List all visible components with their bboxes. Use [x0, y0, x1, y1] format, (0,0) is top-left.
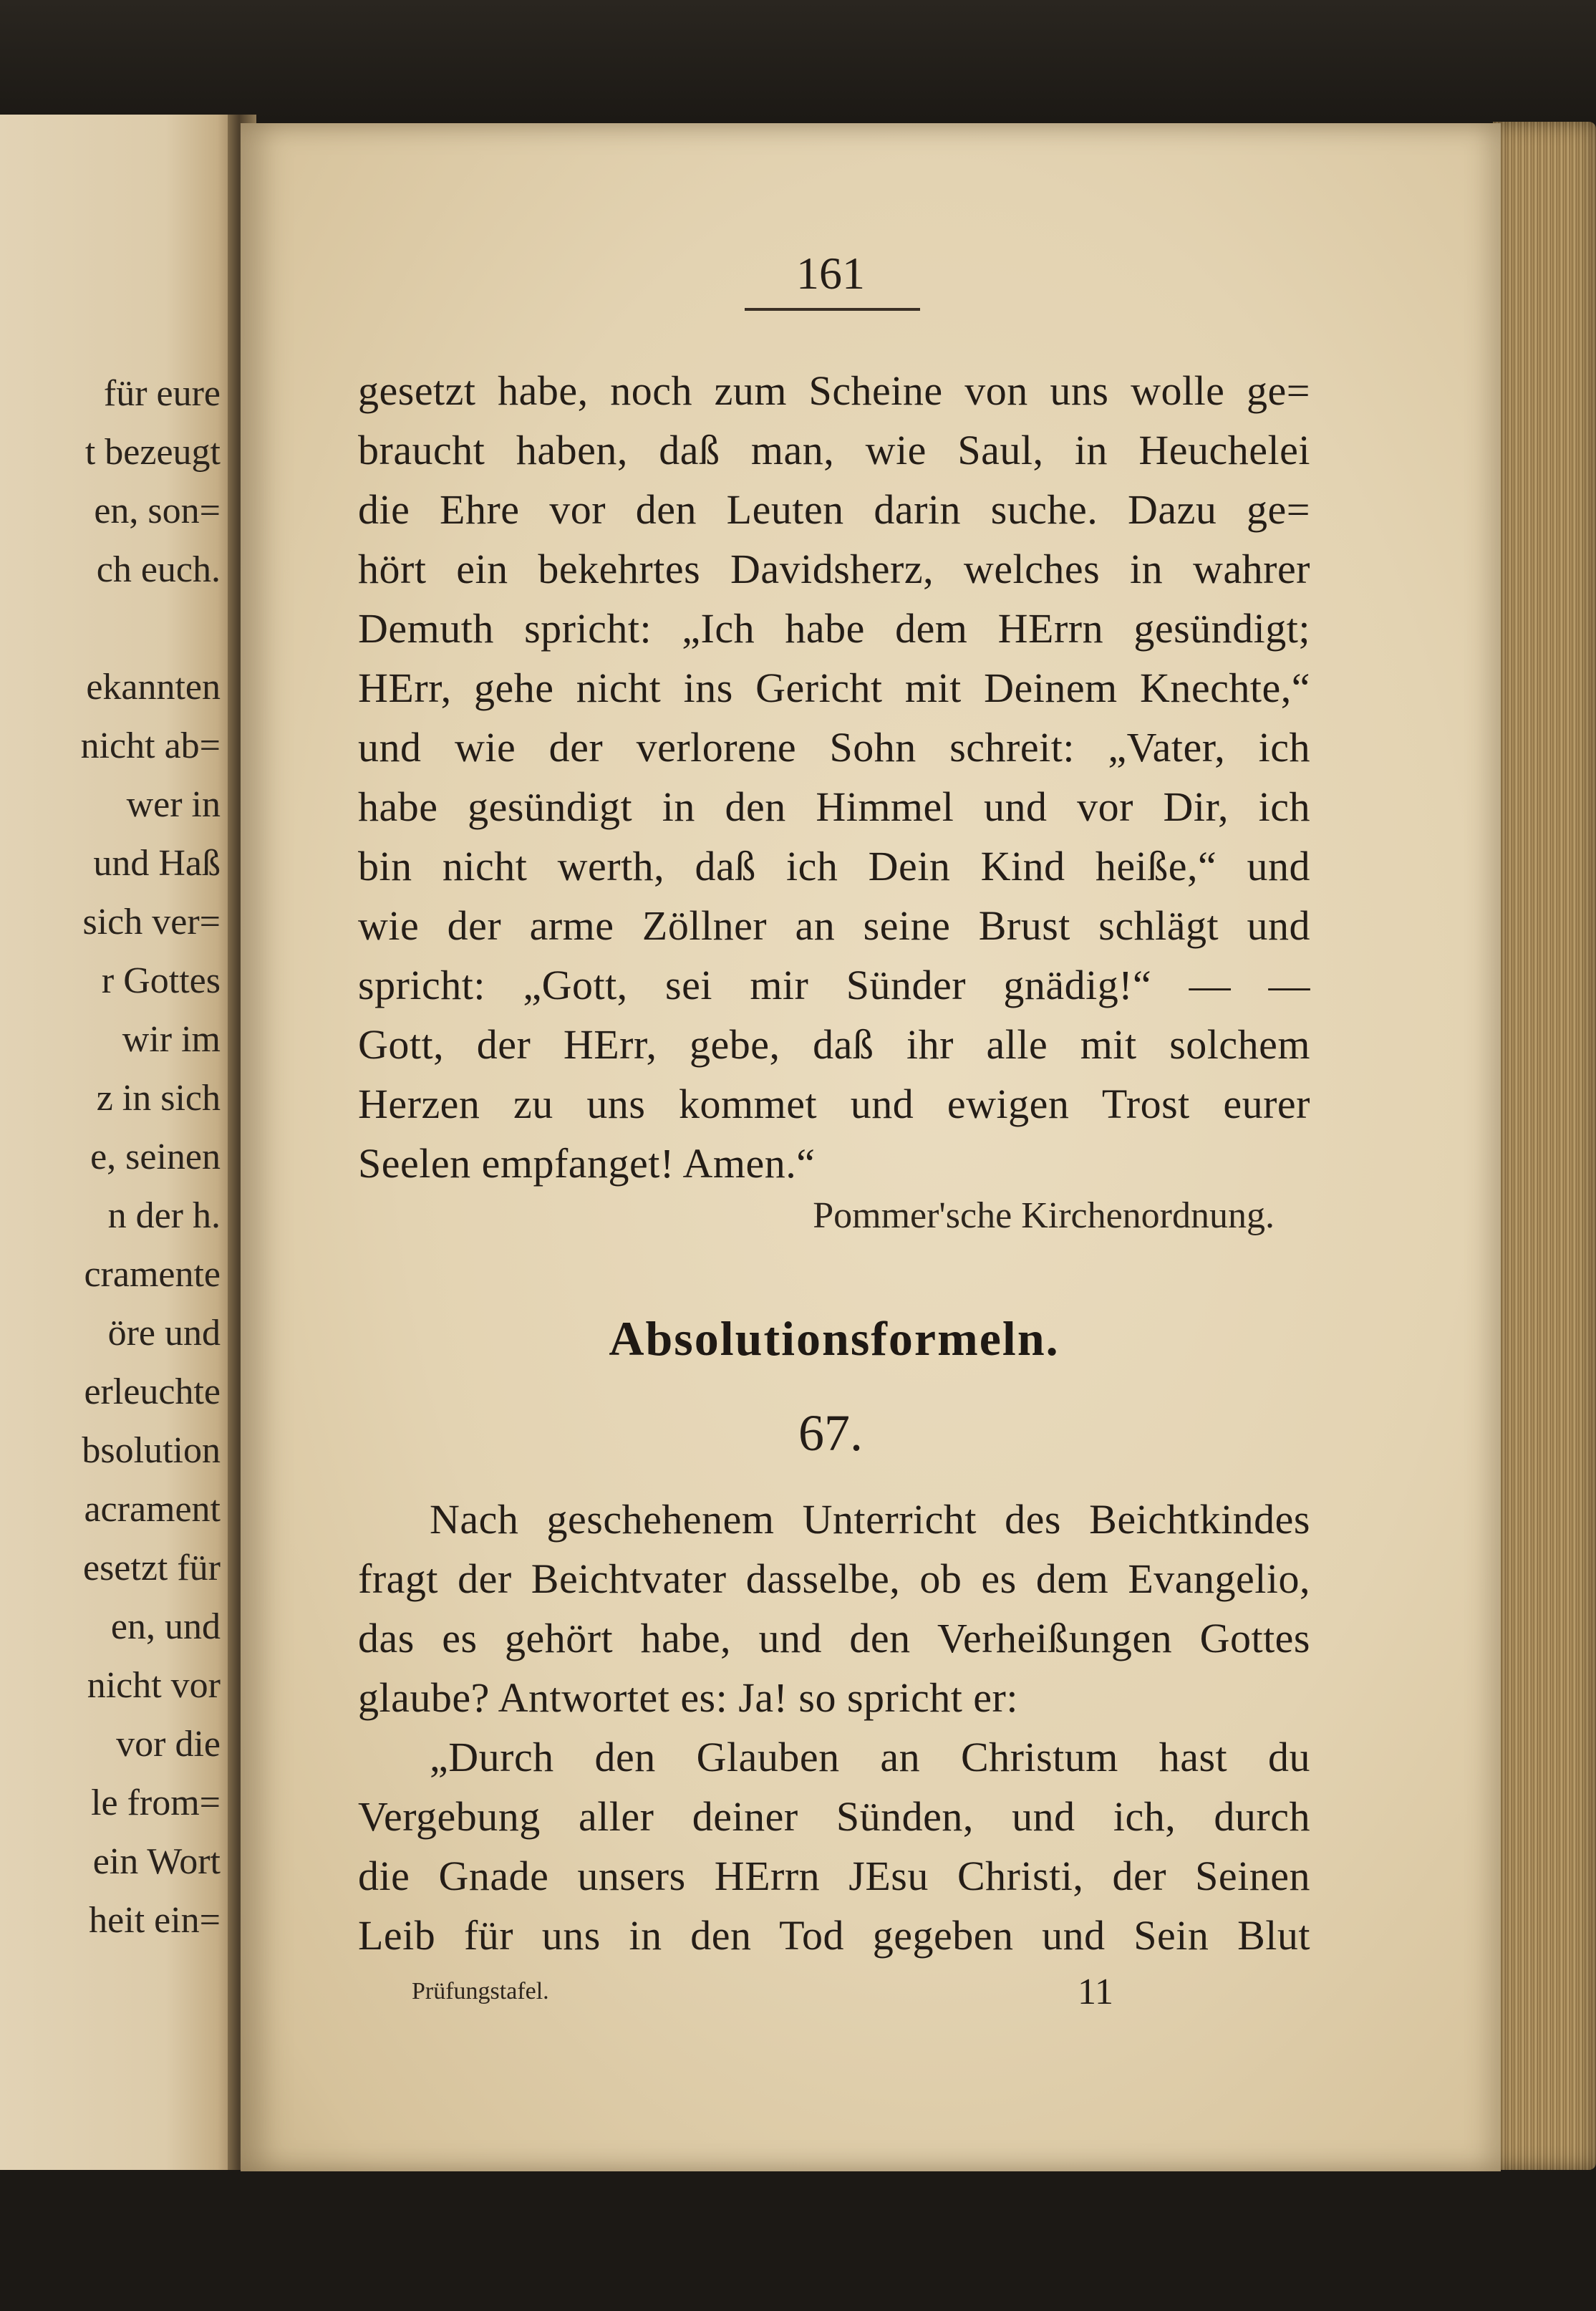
- left-line: öre und: [107, 1313, 221, 1354]
- text-line: das es gehört habe, und den Verheißungen Gottes: [358, 1615, 1310, 1661]
- left-page: [0, 115, 236, 2170]
- left-line: erleuchte: [84, 1371, 221, 1412]
- attribution: Pommer'sche Kirchenordnung.: [813, 1195, 1275, 1236]
- left-line: und Haß: [93, 843, 221, 884]
- left-line: wer in: [126, 784, 221, 825]
- text-line: gesetzt habe, noch zum Scheine von uns wolle ge=: [358, 367, 1310, 414]
- left-line: n der h.: [107, 1195, 221, 1236]
- text-line: und wie der verlorene Sohn schreit: „Vater, ich: [358, 724, 1310, 771]
- page-stack-edge: [1493, 122, 1596, 2170]
- left-line: en, und: [110, 1606, 221, 1647]
- footer-sheet-number: 11: [1077, 1972, 1114, 2012]
- left-line: z in sich: [96, 1078, 221, 1119]
- left-line: ein Wort: [92, 1841, 221, 1882]
- left-line: nicht vor: [87, 1665, 221, 1706]
- text-line: habe gesündigt in den Himmel und vor Dir, ich: [358, 783, 1310, 830]
- left-line: bsolution: [82, 1430, 221, 1471]
- page-number-rule: [745, 308, 920, 311]
- text-line: die Ehre vor den Leuten darin suche. Dazu ge=: [358, 486, 1310, 533]
- text-line: glaube? Antwortet es: Ja! so spricht er:: [358, 1674, 1018, 1721]
- section-heading: Absolutionsformeln.: [609, 1311, 1060, 1366]
- page-number: 161: [796, 248, 865, 299]
- text-line: Gott, der HErr, gebe, daß ihr alle mit solchem: [358, 1021, 1310, 1068]
- text-line: die Gnade unsers HErrn JEsu Christi, der Seinen: [358, 1853, 1310, 1899]
- text-line: hört ein bekehrtes Davidsherz, welches in wahrer: [358, 546, 1310, 592]
- text-line: Vergebung aller deiner Sünden, und ich, durch: [358, 1793, 1310, 1840]
- text-line: braucht haben, daß man, wie Saul, in Heuchelei: [358, 427, 1310, 473]
- text-line: Seelen empfanget! Amen.“: [358, 1140, 816, 1187]
- left-line: heit ein=: [89, 1900, 221, 1941]
- left-line: für eure: [103, 373, 221, 414]
- left-line: vor die: [116, 1724, 221, 1765]
- text-line: wie der arme Zöllner an seine Brust schlägt und: [358, 902, 1310, 949]
- entry-number: 67.: [798, 1404, 863, 1462]
- left-line: ekannten: [86, 667, 221, 708]
- text-line: fragt der Beichtvater dasselbe, ob es dem Evangelio,: [358, 1555, 1310, 1602]
- text-line: spricht: „Gott, sei mir Sünder gnädig!“ — —: [358, 962, 1310, 1008]
- text-line: bin nicht werth, daß ich Dein Kind heiße,“ und: [358, 843, 1310, 889]
- left-line: r Gottes: [101, 960, 221, 1001]
- left-line: t bezeugt: [84, 432, 221, 473]
- left-line: cramente: [84, 1254, 221, 1295]
- left-line: ch euch.: [96, 549, 221, 590]
- text-line: Demuth spricht: „Ich habe dem HErrn gesündigt;: [358, 605, 1310, 652]
- left-line: sich ver=: [82, 902, 221, 942]
- left-line: wir im: [122, 1019, 221, 1060]
- left-line: acrament: [84, 1489, 221, 1530]
- text-line: Nach geschehenem Unterricht des Beichtkindes: [430, 1496, 1310, 1543]
- left-line: en, son=: [94, 491, 221, 531]
- left-line: e, seinen: [90, 1137, 221, 1177]
- text-line: Herzen zu uns kommet und ewigen Trost eurer: [358, 1081, 1310, 1127]
- left-line: nicht ab=: [80, 725, 221, 766]
- left-line: esetzt für: [82, 1548, 221, 1588]
- left-line: le from=: [91, 1782, 221, 1823]
- text-line: HErr, gehe nicht ins Gericht mit Deinem Knechte,“: [358, 665, 1310, 711]
- text-line: „Durch den Glauben an Christum hast du: [430, 1734, 1310, 1780]
- text-line: Leib für uns in den Tod gegeben und Sein Blut: [358, 1912, 1310, 1959]
- footer-signature: Prüfungstafel.: [412, 1978, 549, 2004]
